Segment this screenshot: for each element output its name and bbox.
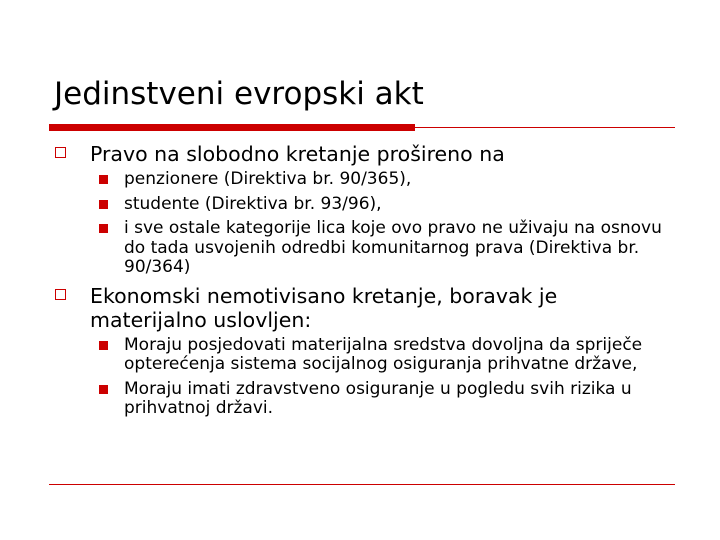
hollow-square-bullet-icon: [55, 147, 66, 158]
bullet-level2-text: Moraju imati zdravstveno osiguranje u pogledu svih rizika u prihvatnoj državi.: [124, 378, 632, 418]
bullet-level1-text: Ekonomski nemotivisano kretanje, boravak je materijalno uslovljen:: [90, 283, 558, 332]
filled-square-bullet-icon: [99, 175, 108, 184]
filled-square-bullet-icon: [99, 341, 108, 350]
bullet-level1: [54, 284, 674, 332]
filled-square-bullet-icon: [99, 385, 108, 394]
bullet-level2: [54, 336, 674, 375]
bullet-level2: [54, 170, 674, 190]
title-underline-thin: [415, 127, 675, 128]
bullet-level2-text: Moraju posjedovati materijalna sredstva dovoljna da spriječe opterećenja sistema socijalnog osiguranja prihvatne države,: [124, 334, 643, 374]
title-underline-thick: [49, 124, 415, 131]
footer-divider: [49, 484, 675, 485]
bullet-level2-text: penzionere (Direktiva br. 90/365),: [124, 169, 412, 189]
bullet-level2: [54, 195, 674, 215]
bullet-level2: [54, 380, 674, 419]
bullet-level2-text: studente (Direktiva br. 93/96),: [124, 193, 382, 214]
filled-square-bullet-icon: [99, 200, 108, 209]
slide-content: [54, 138, 674, 419]
bullet-level1: [54, 142, 674, 166]
filled-square-bullet-icon: [99, 224, 108, 233]
bullet-level1-text: Pravo na slobodno kretanje prošireno na: [90, 142, 505, 166]
bullet-level2-text: i sve ostale kategorije lica koje ovo pravo ne uživaju na osnovu do tada usvojenih odredbi komunitarnog prava (Direktiva br. 90/364): [124, 218, 662, 277]
bullet-level2: [54, 219, 674, 278]
slide-title: Jedinstveni evropski akt: [54, 76, 424, 112]
hollow-square-bullet-icon: [55, 289, 66, 300]
